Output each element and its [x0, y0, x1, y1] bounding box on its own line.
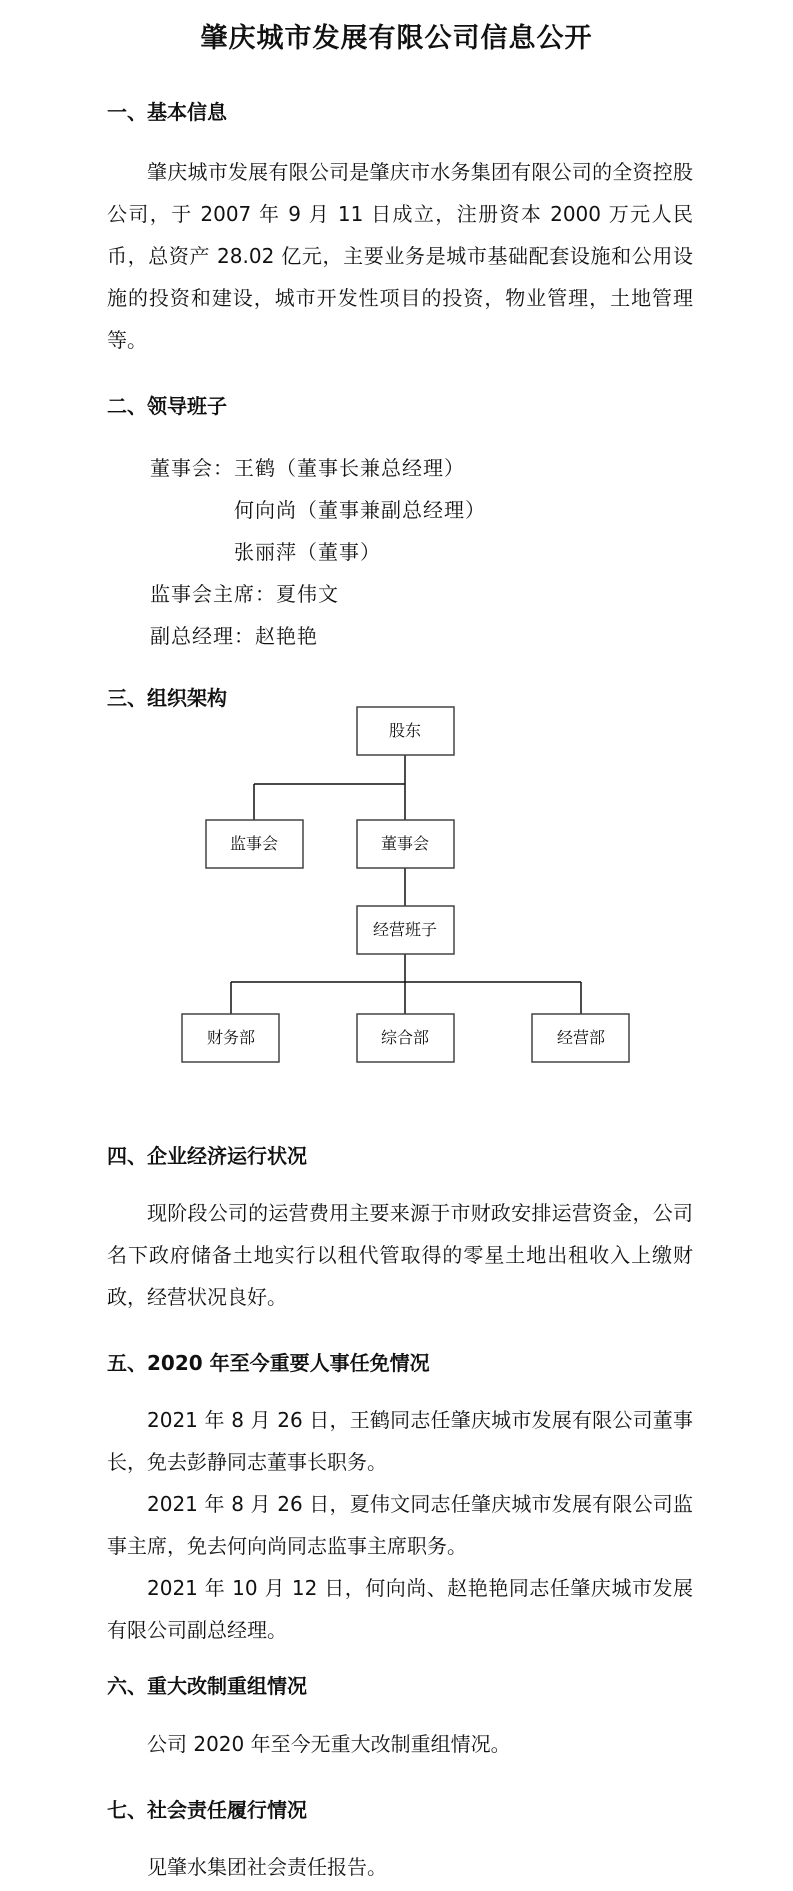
supervisor-line: 监事会主席：夏伟文	[150, 582, 339, 606]
board-member-director-2: 张丽萍（董事）	[234, 540, 381, 564]
paragraph-personnel-1: 2021 年 8 月 26 日，王鹤同志任肇庆城市发展有限公司董事长，免去彭静同志董事长职务。	[107, 1408, 693, 1474]
org-box-finance	[182, 1014, 279, 1062]
org-label-general: 综合部	[380, 1028, 430, 1047]
document-title: 肇庆城市发展有限公司信息公开	[200, 23, 593, 54]
paragraph-restructure: 公司 2020 年至今无重大改制重组情况。	[147, 1732, 511, 1756]
board-member-director: 何向尚（董事兼副总经理）	[234, 498, 486, 522]
paragraph-personnel-2: 2021 年 8 月 26 日，夏伟文同志任肇庆城市发展有限公司监事主席，免去何向尚同志监事主席职务。	[107, 1492, 693, 1558]
org-label-operations: 经营部	[556, 1028, 606, 1047]
org-label-supervisory-board: 监事会	[229, 834, 279, 853]
heading-personnel: 五、2020 年至今重要人事任免情况	[107, 1351, 430, 1375]
org-box-operations	[532, 1014, 629, 1062]
org-box-shareholders	[357, 707, 454, 755]
org-label-shareholders: 股东	[388, 721, 422, 740]
org-box-supervisory-board	[206, 820, 303, 868]
vice-gm-line: 副总经理：赵艳艳	[150, 624, 318, 648]
heading-csr: 七、社会责任履行情况	[107, 1798, 307, 1822]
heading-leadership: 二、领导班子	[107, 394, 227, 418]
heading-basic-info: 一、基本信息	[107, 100, 227, 124]
heading-economy: 四、企业经济运行状况	[107, 1144, 307, 1168]
org-box-management	[357, 906, 454, 954]
paragraph-economy: 现阶段公司的运营费用主要来源于市财政安排运营资金，公司名下政府储备土地实行以租代管取得的零星土地出租收入上缴财政，经营状况良好。	[107, 1201, 693, 1309]
org-box-general	[357, 1014, 454, 1062]
board-label: 董事会：	[150, 456, 234, 480]
heading-restructure: 六、重大改制重组情况	[107, 1674, 307, 1698]
org-box-board	[357, 820, 454, 868]
org-label-finance: 财务部	[206, 1028, 256, 1047]
paragraph-personnel-3: 2021 年 10 月 12 日，何向尚、赵艳艳同志任肇庆城市发展有限公司副总经理。	[107, 1576, 693, 1642]
paragraph-basic-info: 肇庆城市发展有限公司是肇庆市水务集团有限公司的全资控股公司，于 2007 年 9 月 11 日成立，注册资本 2000 万元人民币，总资产 28.02 亿元，主要业务是城市基础配套设施和公用设施的投资和建设，城市开发性项目的投资，物业管理，土地管理等。	[107, 160, 693, 352]
heading-org-structure: 三、组织架构	[107, 686, 227, 710]
org-label-management: 经营班子	[372, 920, 438, 939]
paragraph-csr: 见肇水集团社会责任报告。	[147, 1855, 387, 1879]
board-member-chair: 王鹤（董事长兼总经理）	[234, 456, 465, 480]
org-label-board: 董事会	[380, 834, 430, 853]
